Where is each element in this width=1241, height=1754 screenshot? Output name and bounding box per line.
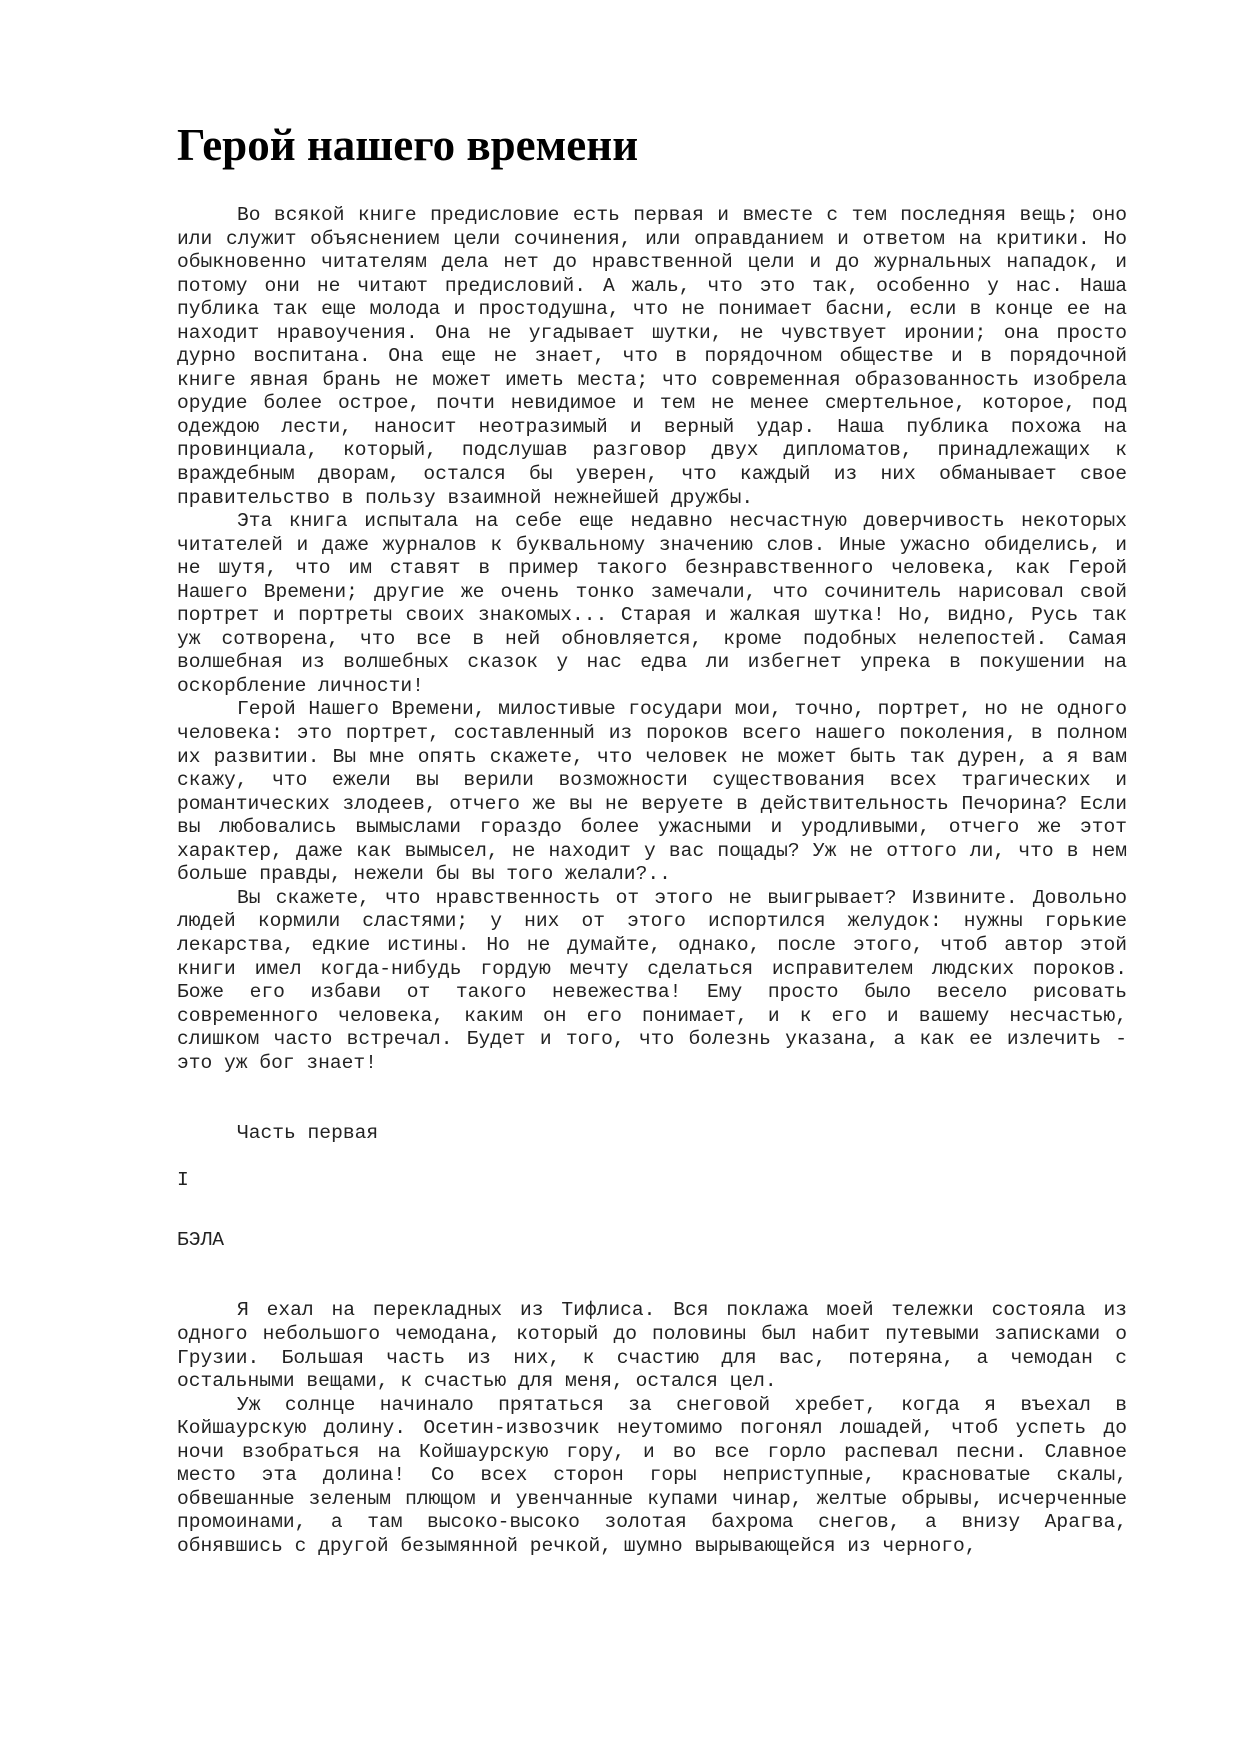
spacer	[177, 1075, 1127, 1122]
preface-paragraph-3: Герой Нашего Времени, милостивые государи мои, точно, портрет, но не одного человека: это портрет, составленный из пороков всего нашего поколения, в полном их развитии. Вы мне опять скажете, что человек не может быть так дурен, а я вам скажу, что ежели вы верили возможности существования всех трагических и романтических злодеев, отчего же вы не веруете в действительность Печорина? Если вы любовались вымыслами гораздо более ужасными и уродливыми, отчего же этот характер, даже как вымысел, не находит у вас пощады? Уж не оттого ли, что в нем больше правды, нежели бы вы того желали?..	[177, 698, 1127, 886]
chapter-number: I	[177, 1169, 189, 1192]
document-title: Герой нашего времени	[177, 120, 639, 170]
document-body	[177, 204, 1127, 1558]
spacer	[177, 1193, 1127, 1229]
part-heading: Часть первая	[237, 1122, 379, 1145]
preface-paragraph-1: Во всякой книге предисловие есть первая и вместе с тем последняя вещь; оно или служит объяснением цели сочинения, или оправданием и ответом на критики. Но обыкновенно читателям дела нет до нравственной цели и до журнальных нападок, и потому они не читают предисловий. А жаль, что это так, особенно у нас. Наша публика так еще молода и простодушна, что не понимает басни, если в конце ее на находит нравоучения. Она не угадывает шутки, не чувствует иронии; она просто дурно воспитана. Она еще не знает, что в порядочном обществе и в порядочной книге явная брань не может иметь места; что современная образованность изобрела орудие более острое, почти невидимое и тем не менее смертельное, которое, под одеждою лести, наносит неотразимый и верный удар. Наша публика похожа на провинциала, который, подслушав разговор двух дипломатов, принадлежащих к враждебным дворам, остался бы уверен, что каждый из них обманывает свое правительство в пользу взаимной нежнейшей дружбы.	[177, 204, 1127, 509]
spacer	[177, 1252, 1127, 1299]
chapter-title: БЭЛА	[177, 1228, 225, 1251]
spacer	[177, 1146, 1127, 1170]
chapter-paragraph-1: Я ехал на перекладных из Тифлиса. Вся поклажа моей тележки состояла из одного небольшого чемодана, который до половины был набит путевыми записками о Грузии. Большая часть из них, к счастию для вас, потеряна, а чемодан с остальными вещами, к счастью для меня, остался цел.	[177, 1299, 1127, 1393]
chapter-paragraph-2: Уж солнце начинало прятаться за снеговой хребет, когда я въехал в Койшаурскую долину. Осетин-извозчик неутомимо погонял лошадей, чтоб успеть до ночи взобраться на Койшаурскую гору, и во все горло распевал песни. Славное место эта долина! Со всех сторон горы неприступные, красноватые скалы, обвешанные зеленым плющом и увенчанные купами чинар, желтые обрывы, исчерченные промоинами, а там высоко-высоко золотая бахрома снегов, а внизу Арагва, обнявшись с другой безымянной речкой, шумно вырывающейся из черного,	[177, 1393, 1127, 1557]
preface-paragraph-2: Эта книга испытала на себе еще недавно несчастную доверчивость некоторых читателей и даже журналов к буквальному значению слов. Иные ужасно обиделись, и не шутя, что им ставят в пример такого безнравственного человека, как Герой Нашего Времени; другие же очень тонко замечали, что сочинитель нарисовал свой портрет и портреты своих знакомых... Старая и жалкая шутка! Но, видно, Русь так уж сотворена, что все в ней обновляется, кроме подобных нелепостей. Самая волшебная из волшебных сказок у нас едва ли избегнет упрека в покушении на оскорбление личности!	[177, 510, 1127, 697]
preface-paragraph-4: Вы скажете, что нравственность от этого не выигрывает? Извините. Довольно людей кормили сластями; у них от этого испортился желудок: нужны горькие лекарства, едкие истины. Но не думайте, однако, после этого, чтоб автор этой книги имел когда-нибудь гордую мечту сделаться исправителем людских пороков. Боже его избави от такого невежества! Ему просто было весело рисовать современного человека, каким он его понимает, и к его и вашему несчастью, слишком часто встречал. Будет и того, что болезнь указана, а как ее излечить - это уж бог знает!	[177, 886, 1127, 1074]
